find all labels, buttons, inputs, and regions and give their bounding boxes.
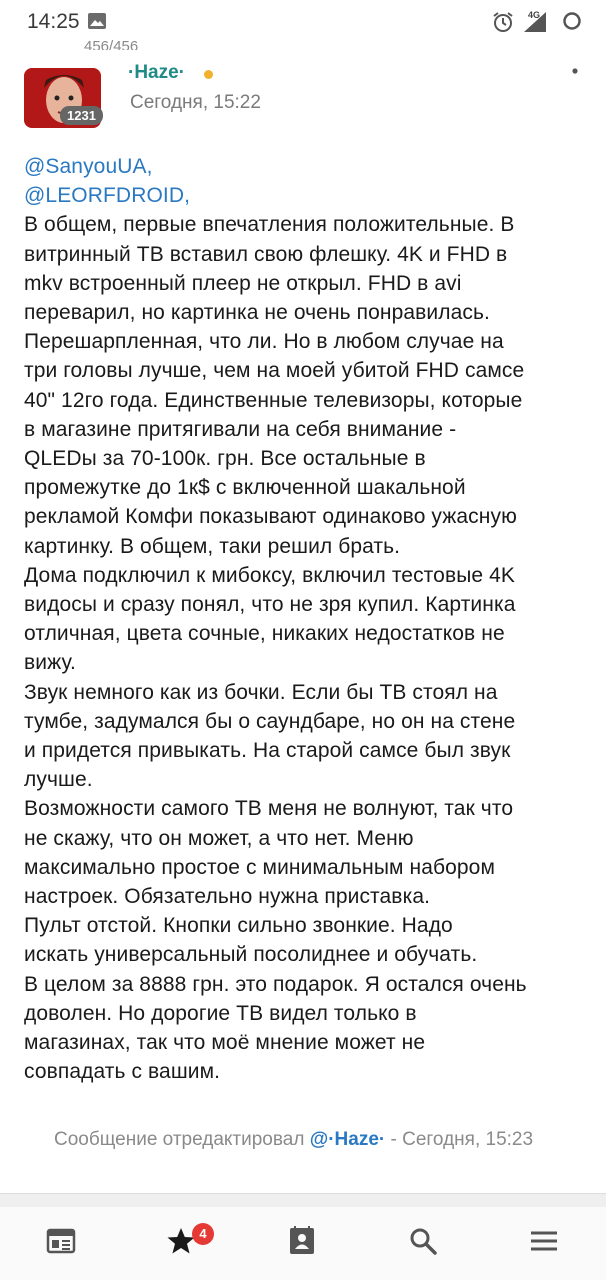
reputation-badge: 1231 [60,106,103,125]
post-text-line: доволен. Но дорогие ТВ видел только в [24,1001,417,1025]
mention-link[interactable]: @LEORFDROID, [24,184,191,208]
post-separator [0,1193,606,1208]
edited-time: - Сегодня, 15:23 [390,1129,534,1150]
mention-link[interactable]: @SanyouUA, [24,155,153,178]
post-text-line: магазинах, так что моё мнение может не [24,1031,426,1055]
post-text-line: Дома подключил к мибоксу, включил тестовые 4K [24,563,515,587]
post-text-line: mkv встроенный плеер не открыл. FHD в avi [24,271,462,295]
post-text-line: Звук немного как из бочки. Если бы ТВ стоял на [24,680,498,704]
post-date: Сегодня, 15:22 [130,92,261,113]
post-text-line: картинку. В общем, таки решил брать. [24,534,401,558]
more-options-icon[interactable] [570,66,580,80]
alarm-icon [492,11,514,33]
post-text-line: В целом за 8888 грн. это подарок. Я остался очень [24,972,527,996]
post-text-line: настроек. Обязательно нужна приставка. [24,885,431,909]
edited-author-link[interactable]: @·Haze· [309,1129,386,1150]
post-text-line: вижу. [24,651,76,675]
post-text-line: переварил, но картинка не очень понравилась. [24,301,490,325]
edited-prefix: Сообщение отредактировал [54,1129,305,1150]
post-text-line: Перешарпленная, что ли. Но в любом случае на [24,330,504,354]
post-text-line: максимально простое с минимальным набором [24,855,495,879]
nav-news[interactable] [41,1221,81,1261]
post-text-line: в магазине притягивали на себя внимание - [24,417,457,441]
post-text-line: Пульт отстой. Кнопки сильно звонкие. Надо [24,914,453,938]
gallery-icon [88,13,106,29]
online-status-indicator [204,70,213,79]
post-text-line: QLEDы за 70-100к. грн. Все остальные в [24,447,426,471]
post-text-line: промежутке до 1к$ с включенной шакальной [24,476,466,500]
post-text-line: лучше. [24,768,93,792]
post-text-line: 40" 12го года. Единственные телевизоры, которые [24,388,523,412]
favorites-badge: 4 [192,1223,214,1245]
post-text-line: не скажу, что он может, а что нет. Меню [24,826,414,850]
nav-menu[interactable] [524,1221,564,1261]
bottom-navigation [0,1207,606,1280]
edited-note [54,1129,533,1151]
post-author[interactable]: ·Haze· [128,62,186,83]
page-counter: 456/456 [84,38,139,50]
battery-icon [562,11,582,31]
post-text-line: совпадать с вашим. [24,1060,221,1084]
post-text-line: витринный ТВ вставил свою флешку. 4K и FHD в [24,242,508,266]
post-text-line: искать универсальный посолиднее и обучать. [24,943,478,967]
nav-contacts[interactable] [282,1221,322,1261]
signal-icon [522,11,548,33]
menu-icon [529,1226,559,1256]
post-text-line: и придется привыкать. На старой самсе был звук [24,739,511,763]
contacts-icon [287,1226,317,1256]
post-text-line: рекламой Комфи показывают одинаково ужасную [24,505,517,529]
news-icon [46,1226,76,1256]
post-text-line: отличная, цвета сочные, никаких недостатков не [24,622,505,646]
network-type: 4G [528,10,541,20]
post-text-line: три головы лучше, чем на моей убитой FHD самсе [24,359,525,383]
search-icon [408,1226,438,1256]
post-text-line: видосы и сразу понял, что не зря купил. Картинка [24,593,516,617]
post-body [24,152,589,1087]
post-text-line: тумбе, задумался бы о саундбаре, но он на стене [24,709,516,733]
post-text-line: Возможности самого ТВ меня не волнуют, так что [24,797,514,821]
nav-search[interactable] [403,1221,443,1261]
post-text-line: В общем, первые впечатления положительные. В [24,213,515,237]
status-time: 14:25 [27,10,80,33]
